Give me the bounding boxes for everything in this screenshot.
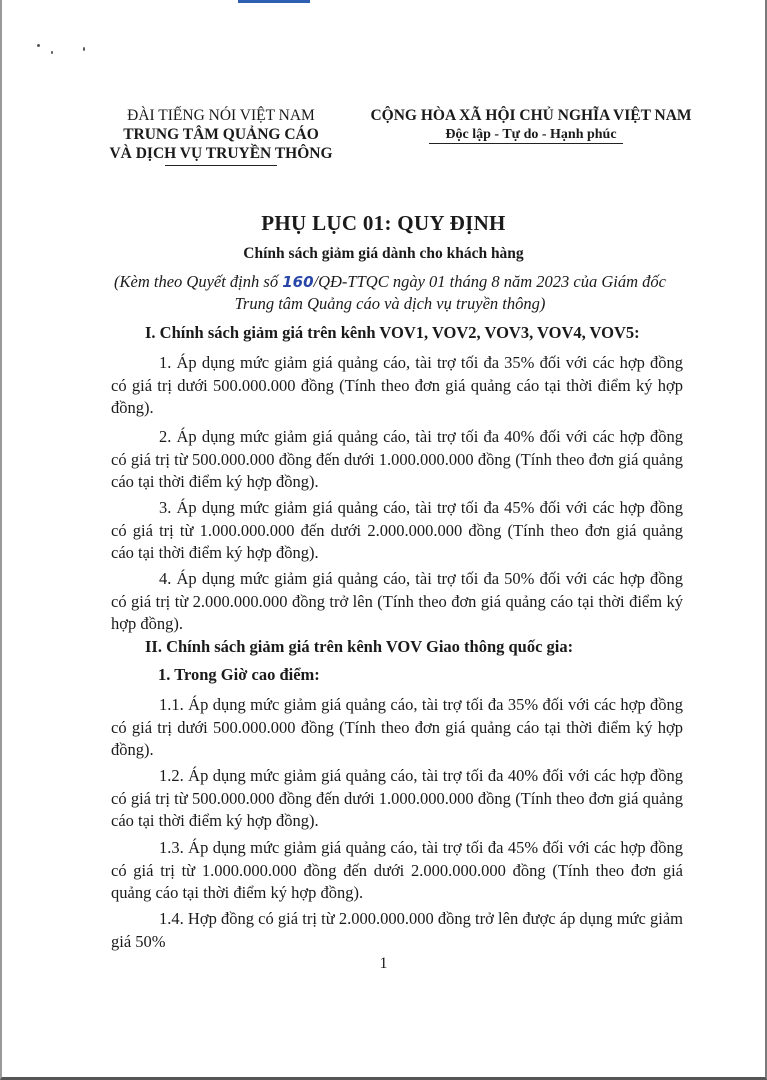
section-2-item: 1.3. Áp dụng mức giảm giá quảng cáo, tài trợ tối đa 45% đối với các hợp đồng có giá trị từ 1.000.000.000 đồng đến dưới 2.000.000.000 đồng (Tính theo đơn giá quảng cáo tại thời điểm ký hợp đồng).: [111, 838, 683, 902]
document-subtitle: Chính sách giảm giá dành cho khách hàng: [243, 245, 524, 262]
decision-reference: [100, 271, 680, 315]
agency-parent-name: ĐÀI TIẾNG NÓI VIỆT NAM: [127, 107, 315, 124]
document-title: PHỤ LỤC 01: QUY ĐỊNH: [261, 211, 506, 235]
section-2-subheading: 1. Trong Giờ cao điểm:: [158, 665, 320, 684]
scan-speck: [83, 47, 85, 51]
national-motto: Độc lập - Tự do - Hạnh phúc: [445, 127, 617, 142]
agency-name-line2: VÀ DỊCH VỤ TRUYỀN THÔNG: [109, 145, 333, 162]
agency-header: [96, 106, 346, 163]
section-2-item: 1.1. Áp dụng mức giảm giá quảng cáo, tài trợ tối đa 35% đối với các hợp đồng có giá trị dưới 500.000.000 đồng (Tính theo đơn giá quảng cáo tại thời điểm ký hợp đồng).: [111, 695, 683, 759]
national-header: [356, 106, 706, 144]
national-title: CỘNG HÒA XÃ HỘI CHỦ NGHĨA VIỆT NAM: [370, 107, 692, 124]
agency-underline: [165, 165, 277, 166]
page-number: 1: [379, 955, 388, 972]
section-2-item: 1.2. Áp dụng mức giảm giá quảng cáo, tài trợ tối đa 40% đối với các hợp đồng có giá trị từ 500.000.000 đồng đến dưới 1.000.000.000 đồng (Tính theo đơn giá quảng cáo tại thời điểm ký hợp đồng).: [111, 766, 683, 830]
scan-top-mark: [238, 0, 310, 3]
section-2-heading: II. Chính sách giảm giá trên kênh VOV Giao thông quốc gia:: [145, 637, 574, 656]
section-1-item: 3. Áp dụng mức giảm giá quảng cáo, tài trợ tối đa 45% đối với các hợp đồng có giá trị từ 1.000.000.000 đến dưới 2.000.000.000 đồng (Tính theo đơn giá quảng cáo tại thời điểm ký hợp đồng).: [111, 498, 683, 562]
section-1-item: 1. Áp dụng mức giảm giá quảng cáo, tài trợ tối đa 35% đối với các hợp đồng có giá trị dưới 500.000.000 đồng (Tính theo đơn giá quảng cáo tại thời điểm ký hợp đồng).: [111, 353, 683, 417]
decision-reference-before: (Kèm theo Quyết định số: [114, 272, 283, 291]
scan-speck: [37, 44, 40, 47]
motto-underline: [429, 143, 623, 144]
section-1-item: 2. Áp dụng mức giảm giá quảng cáo, tài trợ tối đa 40% đối với các hợp đồng có giá trị từ 500.000.000 đồng đến dưới 1.000.000.000 đồng (Tính theo đơn giá quảng cáo tại thời điểm ký hợp đồng).: [111, 427, 683, 491]
section-1-heading: I. Chính sách giảm giá trên kênh VOV1, VOV2, VOV3, VOV4, VOV5:: [145, 323, 640, 342]
section-2-item: 1.4. Hợp đồng có giá trị từ 2.000.000.000 đồng trở lên được áp dụng mức giảm giá 50%: [111, 909, 683, 951]
scan-speck: [51, 51, 53, 54]
agency-name-line1: TRUNG TÂM QUẢNG CÁO: [123, 126, 319, 143]
handwritten-decision-number: 160: [282, 273, 314, 291]
decision-reference-after: /QĐ-TTQC ngày 01 tháng 8 năm 2023 của Giám đốc Trung tâm Quảng cáo và dịch vụ truyền thông): [234, 272, 666, 313]
section-1-item: 4. Áp dụng mức giảm giá quảng cáo, tài trợ tối đa 50% đối với các hợp đồng có giá trị từ 2.000.000.000 đồng trở lên (Tính theo đơn giá quảng cáo tại thời điểm ký hợp đồng).: [111, 569, 683, 633]
